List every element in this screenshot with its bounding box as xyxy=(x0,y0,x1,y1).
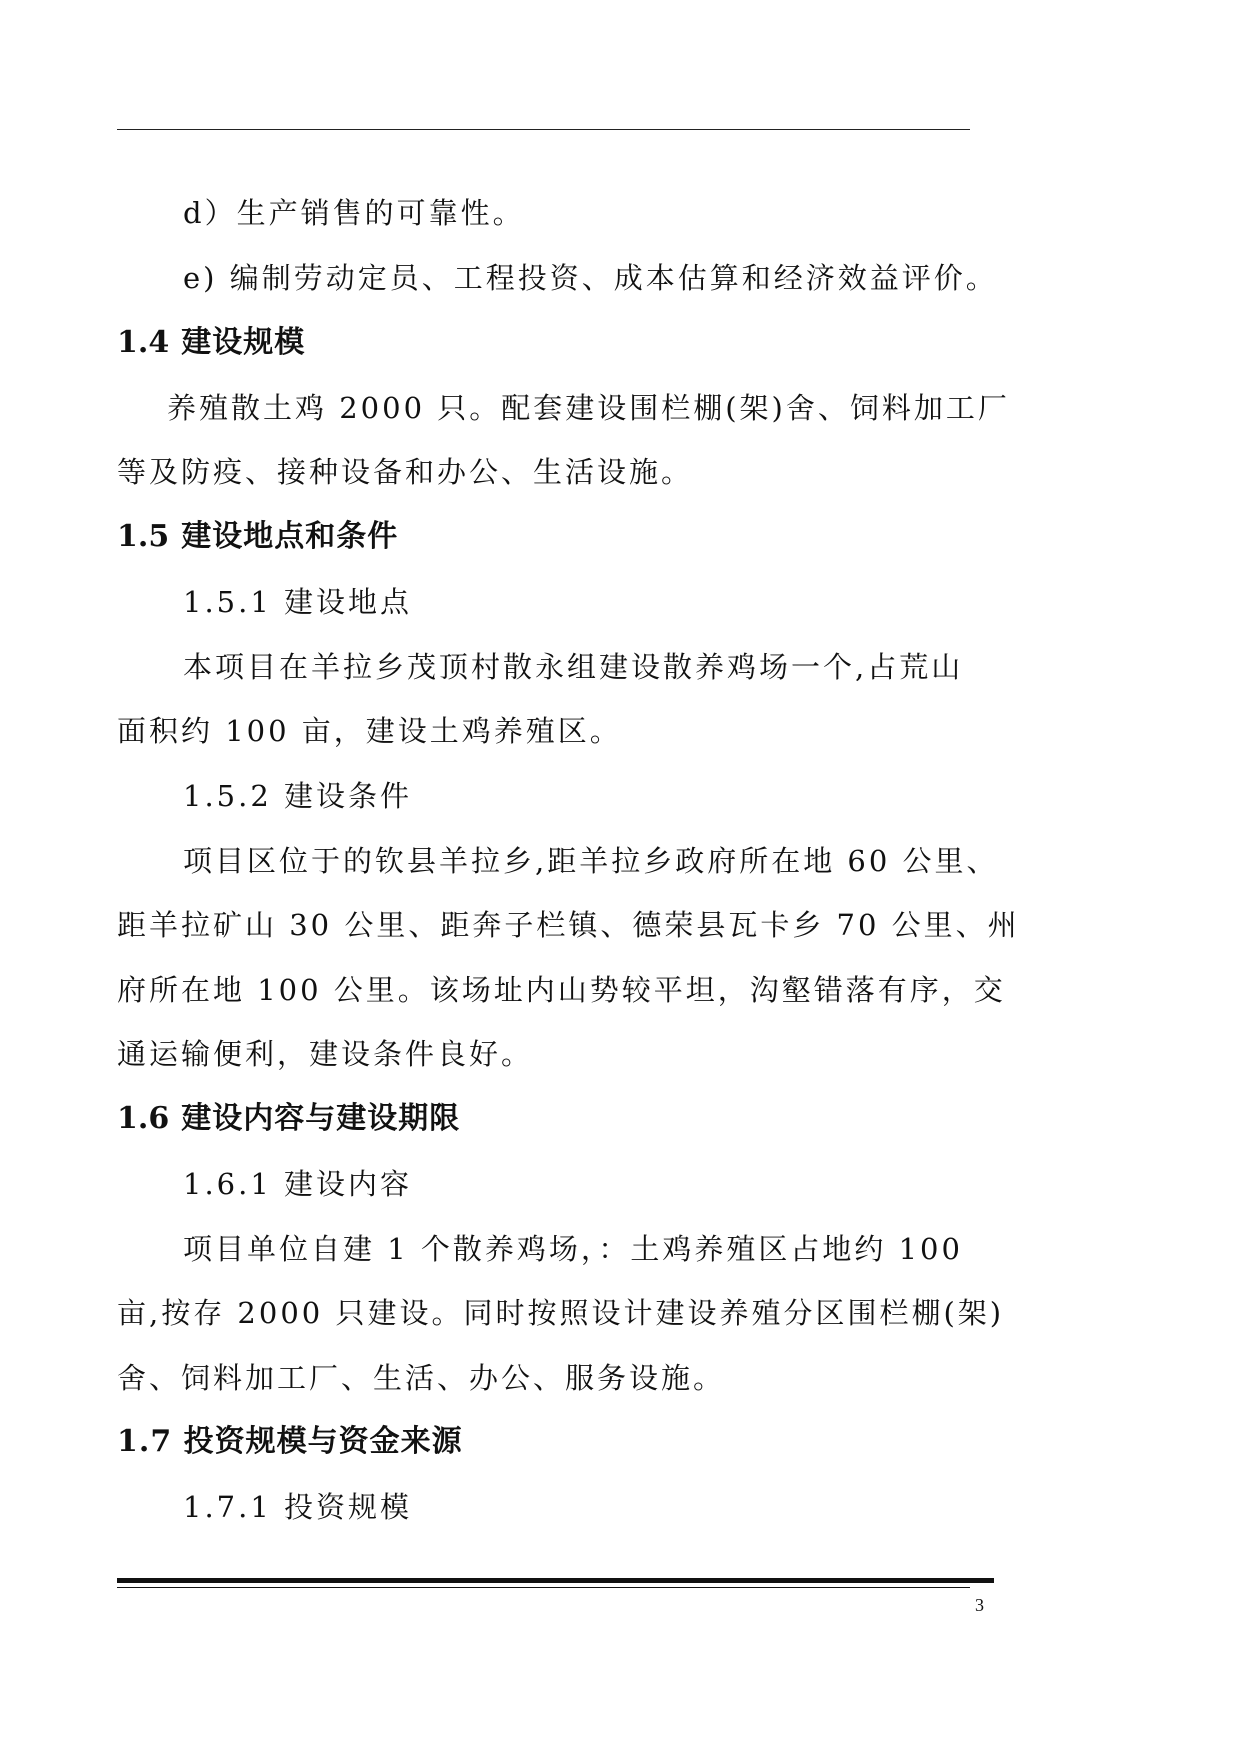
paragraph-line: 等及防疫、接种设备和办公、生活设施。 xyxy=(117,455,694,489)
subsection-heading-1-7-1: 1.7.1 投资规模 xyxy=(183,1490,413,1524)
section-heading-1-6 xyxy=(117,1099,460,1139)
section-title: 建设地点和条件 xyxy=(181,519,399,554)
subsection-heading-1-5-1: 1.5.1 建设地点 xyxy=(183,585,413,619)
paragraph-line: 舍、饲料加工厂、生活、办公、服务设施。 xyxy=(117,1361,726,1395)
section-number: 1.4 xyxy=(117,325,170,360)
footer-rule-thin xyxy=(117,1587,970,1588)
paragraph-line: 养殖散土鸡 2000 只。配套建设围栏棚(架)舍、饲料加工厂 xyxy=(167,391,1010,425)
section-heading-1-5 xyxy=(117,517,398,557)
paragraph-line: 项目区位于的钦县羊拉乡,距羊拉乡政府所在地 60 公里、 xyxy=(183,844,999,878)
page-number: 3 xyxy=(975,1595,984,1615)
paragraph-line: 府所在地 100 公里。该场址内山势较平坦，沟壑错落有序，交 xyxy=(117,973,1006,1007)
subsection-heading-1-6-1: 1.6.1 建设内容 xyxy=(183,1167,413,1201)
subsection-heading-1-5-2: 1.5.2 建设条件 xyxy=(183,779,413,813)
section-heading-1-4 xyxy=(117,323,305,363)
section-number: 1.5 xyxy=(117,519,170,554)
header-rule xyxy=(117,129,970,130)
paragraph-line: 通运输便利，建设条件良好。 xyxy=(117,1037,534,1071)
section-heading-1-7: 1.7 投资规模与资金来源 xyxy=(117,1424,463,1459)
list-item-d: d）生产销售的可靠性。 xyxy=(183,196,525,230)
paragraph-line: 亩,按存 2000 只建设。同时按照设计建设养殖分区围栏棚(架) xyxy=(117,1296,1005,1330)
paragraph-line: 项目单位自建 1 个散养鸡场，：土鸡养殖区占地约 100 xyxy=(183,1232,963,1266)
section-title: 建设内容与建设期限 xyxy=(181,1101,461,1136)
footer-rule-thick xyxy=(117,1578,994,1583)
paragraph-line: 距羊拉矿山 30 公里、距奔子栏镇、德荣县瓦卡乡 70 公里、州 xyxy=(117,908,1020,942)
paragraph-line: 面积约 100 亩，建设土鸡养殖区。 xyxy=(117,714,622,748)
section-title: 建设规模 xyxy=(181,325,306,360)
list-item-e: e) 编制劳动定员、工程投资、成本估算和经济效益评价。 xyxy=(183,261,998,295)
section-number: 1.6 xyxy=(117,1101,170,1136)
paragraph-line: 本项目在羊拉乡茂顶村散永组建设散养鸡场一个,占荒山 xyxy=(183,650,964,684)
